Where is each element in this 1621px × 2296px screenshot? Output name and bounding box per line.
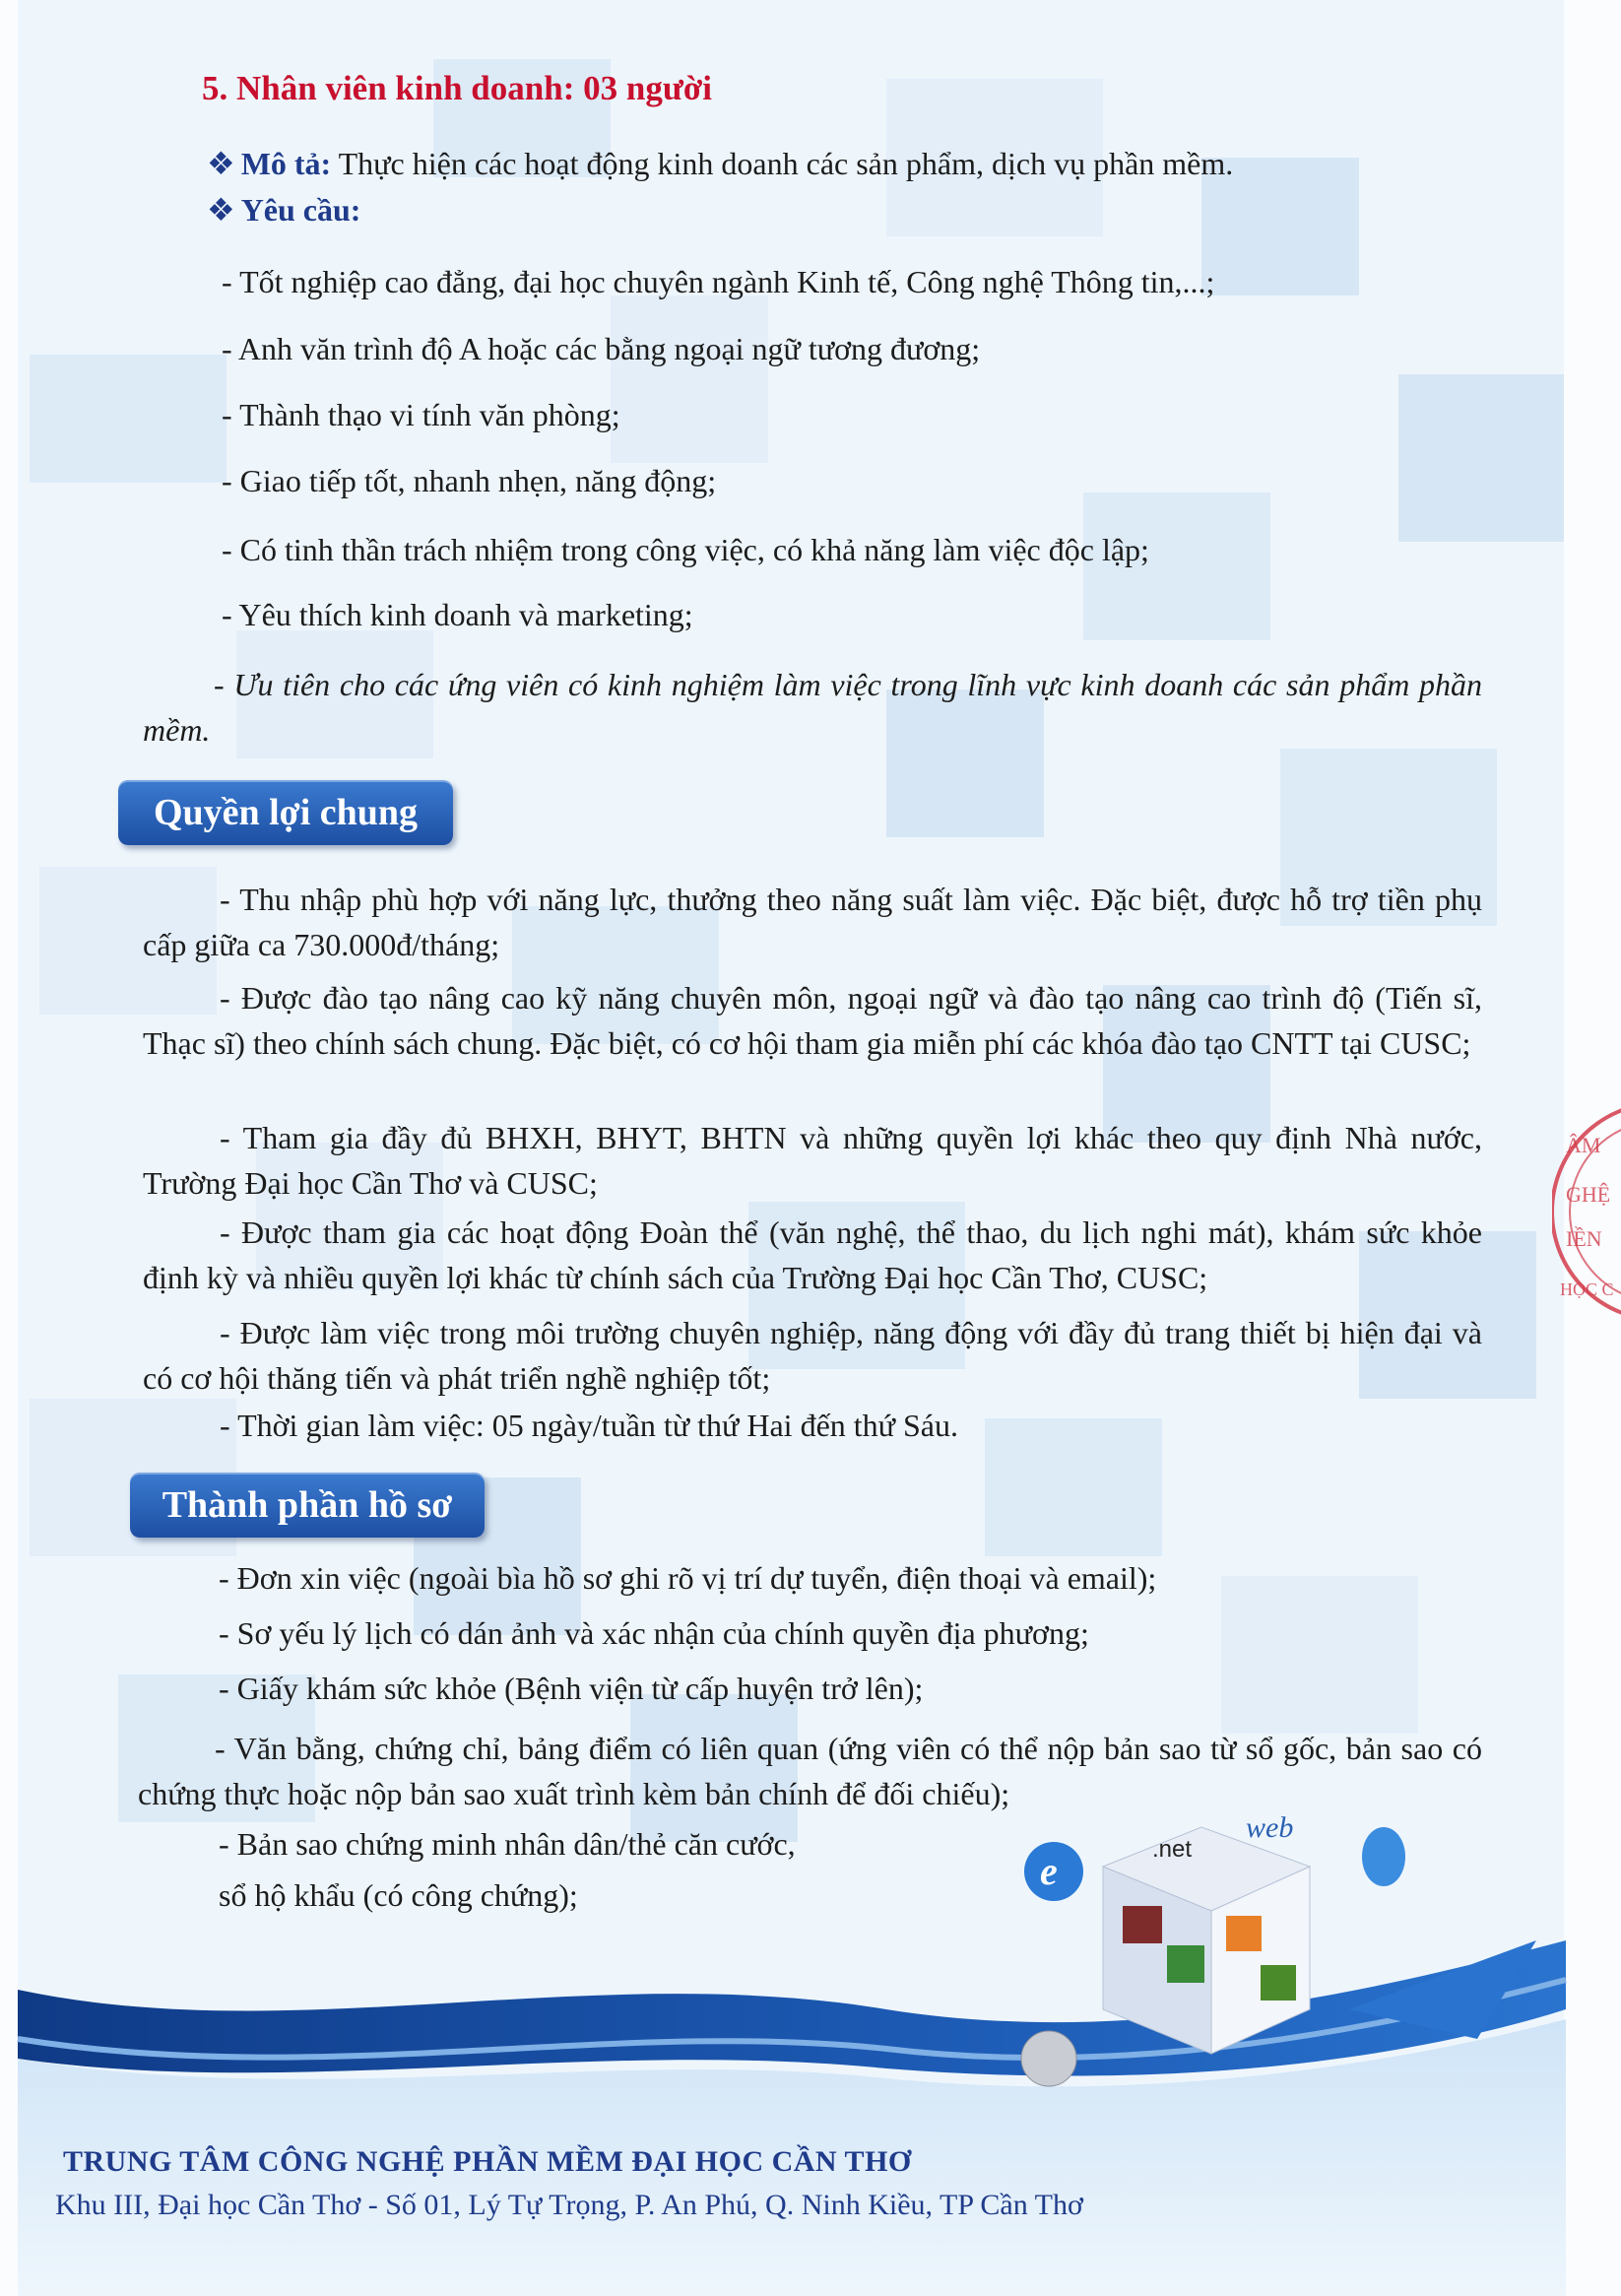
requirements-label: Yêu cầu:: [240, 192, 361, 228]
benefit-item: - Được đào tạo nâng cao kỹ năng chuyên môn, ngoại ngữ và đào tạo nâng cao trình độ (Tiến sĩ, Thạc sĩ) theo chính sách chung. Đặc biệt, có cơ hội tham gia miễn phí các khóa đào tạo CNTT tại CUSC;: [143, 980, 1482, 1061]
requirements-line: [207, 191, 360, 229]
document-item: - Đơn xin việc (ngoài bìa hồ sơ ghi rõ vị trí dự tuyển, điện thoại và email);: [219, 1560, 1157, 1596]
document-item: - Bản sao chứng minh nhân dân/thẻ căn cước,: [219, 1826, 796, 1862]
benefits-heading: Quyền lợi chung: [118, 780, 453, 845]
svg-text:GHỆ: GHỆ: [1566, 1182, 1611, 1207]
document-item: - Văn bằng, chứng chỉ, bảng điểm có liên quan (ứng viên có thể nộp bản sao từ sổ gốc, bản sao có chứng thực hoặc nộp bản sao xuất trình kèm bản chính để đối chiếu);: [138, 1731, 1482, 1811]
priority-note: - Ưu tiên cho các ứng viên có kinh nghiệm làm việc trong lĩnh vực kinh doanh các sản phẩm phần mềm.: [143, 667, 1482, 748]
document-item: - Sơ yếu lý lịch có dán ảnh và xác nhận của chính quyền địa phương;: [219, 1615, 1089, 1651]
requirement-item: - Tốt nghiệp cao đẳng, đại học chuyên ngành Kinh tế, Công nghệ Thông tin,...;: [222, 264, 1215, 299]
svg-text:web: web: [1246, 1811, 1294, 1844]
job-title: 5. Nhân viên kinh doanh: 03 người: [202, 69, 712, 107]
description-line: [207, 145, 1233, 182]
svg-text:e: e: [1040, 1849, 1058, 1893]
footer-organization: TRUNG TÂM CÔNG NGHỆ PHẦN MỀM ĐẠI HỌC CẦN THƠ: [63, 2145, 912, 2178]
benefit-item: - Được làm việc trong môi trường chuyên nghiệp, năng động với đầy đủ trang thiết bị hiện đại và có cơ hội thăng tiến và phát triển nghề nghiệp tốt;: [143, 1315, 1482, 1396]
description-text: Thực hiện các hoạt động kinh doanh các sản phẩm, dịch vụ phần mềm.: [338, 146, 1234, 181]
diamond-bullet-icon: ❖: [207, 146, 235, 181]
documents-heading: Thành phần hồ sơ: [130, 1473, 485, 1538]
benefit-item: - Được tham gia các hoạt động Đoàn thể (văn nghệ, thể thao, du lịch nghi mát), khám sức khỏe định kỳ và nhiều quyền lợi khác từ chính sách của Trường Đại học Cần Thơ, CUSC;: [143, 1214, 1482, 1295]
requirement-item: - Anh văn trình độ A hoặc các bằng ngoại ngữ tương đương;: [222, 331, 981, 366]
svg-text:ÂM: ÂM: [1566, 1133, 1601, 1157]
diamond-bullet-icon: ❖: [207, 192, 235, 228]
document-item: sổ hộ khẩu (có công chứng);: [219, 1877, 578, 1913]
benefit-item: - Thời gian làm việc: 05 ngày/tuần từ thứ Hai đến thứ Sáu.: [220, 1408, 958, 1443]
svg-text:.net: .net: [1152, 1836, 1193, 1863]
requirement-item: - Thành thạo vi tính văn phòng;: [222, 397, 620, 432]
requirement-item: - Giao tiếp tốt, nhanh nhẹn, năng động;: [222, 463, 717, 498]
benefit-item: - Thu nhập phù hợp với năng lực, thưởng theo năng suất làm việc. Đặc biệt, được hỗ trợ tiền phụ cấp giữa ca 730.000đ/tháng;: [143, 882, 1482, 962]
svg-text:IỀN: IỀN: [1566, 1226, 1602, 1251]
description-label: Mô tả:: [240, 146, 332, 181]
benefit-item: - Tham gia đầy đủ BHXH, BHYT, BHTN và những quyền lợi khác theo quy định Nhà nước, Trường Đại học Cần Thơ và CUSC;: [143, 1120, 1482, 1201]
requirement-item: - Có tinh thần trách nhiệm trong công việc, có khả năng làm việc độc lập;: [222, 532, 1149, 567]
svg-text:HỌC C: HỌC C: [1560, 1279, 1614, 1299]
document-item: - Giấy khám sức khỏe (Bệnh viện từ cấp huyện trở lên);: [219, 1671, 924, 1706]
footer-address: Khu III, Đại học Cần Thơ - Số 01, Lý Tự Trọng, P. An Phú, Q. Ninh Kiều, TP Cần Thơ: [55, 2189, 1083, 2221]
requirement-item: - Yêu thích kinh doanh và marketing;: [222, 597, 693, 632]
